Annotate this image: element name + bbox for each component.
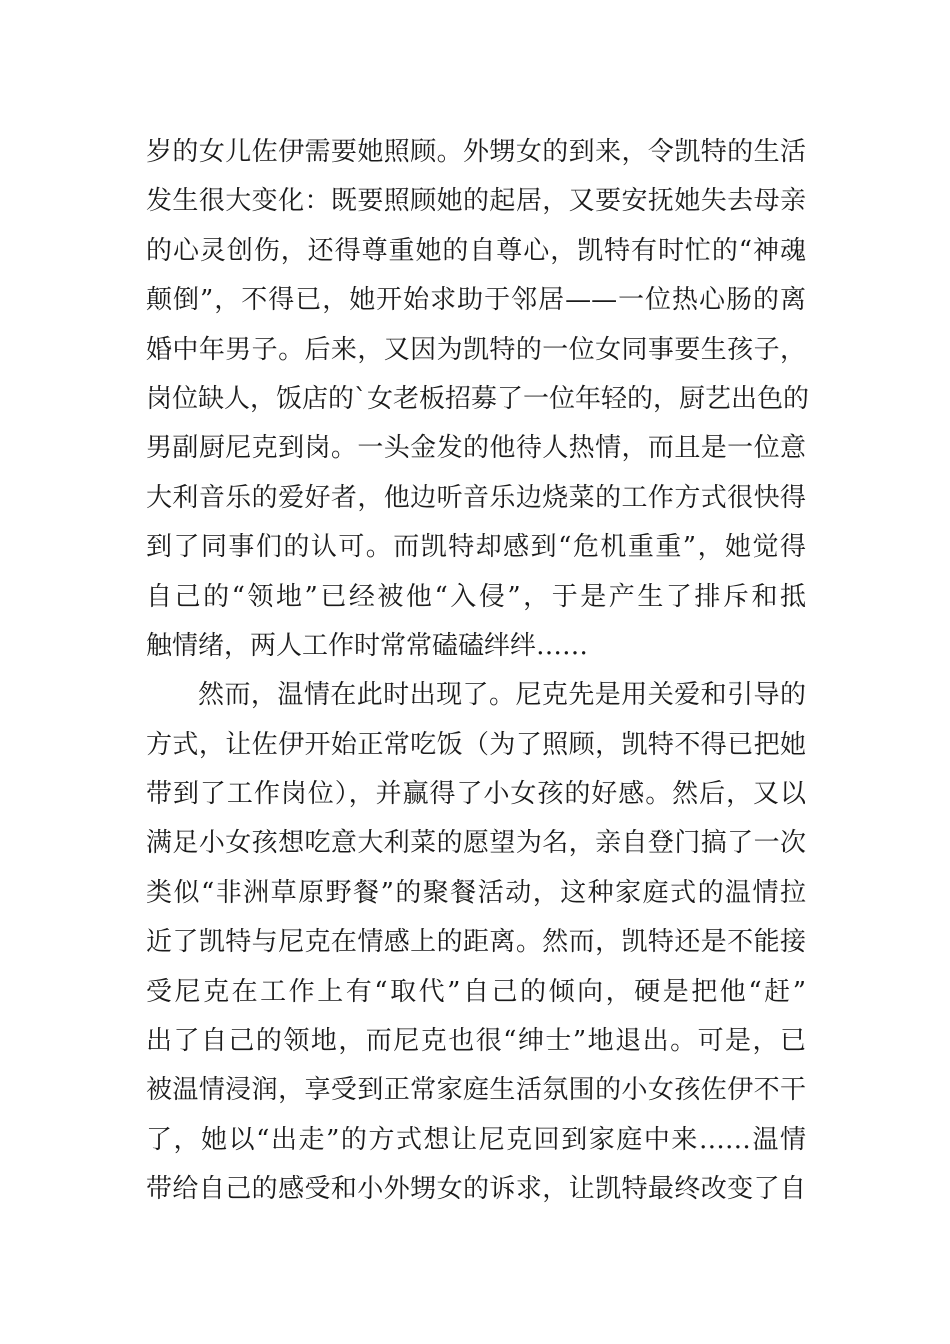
text-line: 满足小女孩想吃意大利菜的愿望为名，亲自登门搞了一次 <box>146 828 806 859</box>
text-line: 岁的女儿佐伊需要她照顾。外甥女的到来，令凯特的生活 <box>146 137 806 167</box>
text-line: 了，她以“出走”的方式想让尼克回到家庭中来……温情 <box>146 1124 806 1155</box>
paragraph-first-line: 然而，温情在此时出现了。尼克先是用关爱和引导的 <box>198 680 806 711</box>
text-line: 男副厨尼克到岗。一头金发的他待人热情，而且是一位意 <box>146 433 806 464</box>
text-line: 带给自己的感受和小外甥女的诉求，让凯特最终改变了自 <box>146 1174 806 1205</box>
body-text <box>146 128 810 1215</box>
text-line: 到了同事们的认可。而凯特却感到“危机重重”，她觉得 <box>146 532 806 563</box>
text-line: 近了凯特与尼克在情感上的距离。然而，凯特还是不能接 <box>146 927 806 958</box>
text-line: 婚中年男子。后来，又因为凯特的一位女同事要生孩子， <box>146 334 806 365</box>
text-line: 的心灵创伤，还得尊重她的自尊心，凯特有时忙的“神魂 <box>146 235 806 266</box>
text-line: 自己的“领地”已经被他“入侵”，于是产生了排斥和抵 <box>146 581 806 612</box>
text-line: 出了自己的领地，而尼克也很“绅士”地退出。可是，已 <box>146 1026 806 1057</box>
text-line: 类似“非洲草原野餐”的聚餐活动，这种家庭式的温情拉 <box>146 877 806 908</box>
text-line: 大利音乐的爱好者，他边听音乐边烧菜的工作方式很快得 <box>146 482 806 513</box>
text-line: 受尼克在工作上有“取代”自己的倾向，硬是把他“赶” <box>146 976 806 1007</box>
text-line: 带到了工作岗位），并赢得了小女孩的好感。然后，又以 <box>146 779 806 810</box>
text-line: 发生很大变化：既要照顾她的起居，又要安抚她失去母亲 <box>146 186 806 217</box>
text-line: 触情绪，两人工作时常常磕磕绊绊…… <box>146 630 589 661</box>
text-line: 颠倒”，不得已，她开始求助于邻居——一位热心肠的离 <box>146 285 806 316</box>
text-line: 岗位缺人，饭店的`女老板招募了一位年轻的，厨艺出色的 <box>146 383 810 414</box>
text-line: 被温情浸润，享受到正常家庭生活氛围的小女孩佐伊不干 <box>146 1075 806 1106</box>
text-line: 方式，让佐伊开始正常吃饭（为了照顾，凯特不得已把她 <box>146 729 806 760</box>
